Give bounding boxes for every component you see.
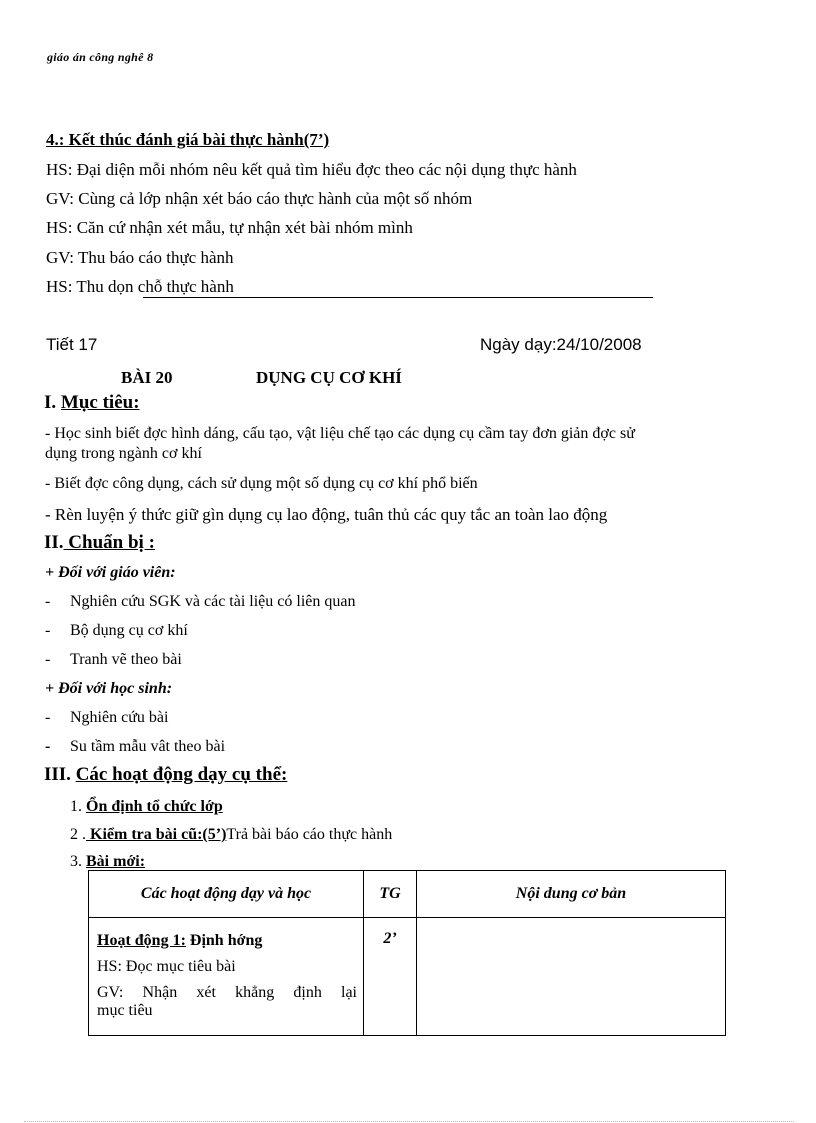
activity-subtitle: Định hớng: [185, 932, 263, 949]
section4-line: GV: Cùng cả lớp nhận xét báo cáo thực hành của một số nhóm: [46, 189, 473, 208]
objectives-heading: [44, 392, 140, 414]
activities-heading: [44, 764, 287, 786]
step-detail: Trả bài báo cáo thực hành: [226, 826, 393, 843]
lesson-period: Tiết 17: [46, 335, 98, 354]
divider-line: [143, 297, 653, 298]
objective-item: - Học sinh biết đợc hình dáng, cấu tạo, vật liệu chế tạo các dụng cụ cầm tay đơn giản đợc sử: [45, 425, 635, 442]
step-1: [70, 798, 223, 816]
table-row: [89, 918, 726, 1036]
activity-line: mục tiêu: [97, 1002, 153, 1019]
time-cell: 2’: [364, 918, 417, 1036]
step-2: [70, 826, 392, 844]
header-time: TG: [364, 871, 417, 918]
section4-line: HS: Đại diện mỗi nhóm nêu kết quả tìm hiểu đợc theo các nội dụng thực hành: [46, 160, 577, 179]
activity-heading: [97, 932, 357, 950]
table-header-row: [89, 871, 726, 918]
student-item: Nghiên cứu bài: [70, 709, 169, 726]
step-title: Ổn định tổ chức lớp: [86, 798, 223, 815]
section4-title: 4.: Kết thúc đánh giá bài thực hành(7’): [46, 130, 330, 149]
lesson-title: DỤNG CỤ CƠ KHÍ: [256, 368, 402, 387]
activity-cell: [89, 918, 364, 1036]
activities-heading-text: Các hoạt động dạy cụ thể:: [75, 764, 288, 785]
step-number: 1.: [70, 798, 82, 815]
objective-item: - Biết đợc công dụng, cách sử dụng một số dụng cụ cơ khí phổ biến: [45, 475, 478, 492]
objective-item: dụng trong ngành cơ khí: [45, 445, 202, 462]
teacher-item: Nghiên cứu SGK và các tài liệu có liên quan: [70, 593, 356, 610]
lesson-activity-table: [88, 870, 726, 1036]
list-dash: -: [45, 709, 51, 726]
section4-line: HS: Thu dọn chỗ thực hành: [46, 277, 234, 296]
lesson-number: BÀI 20: [121, 368, 173, 387]
student-item: Su tầm mẫu vât theo bài: [70, 738, 226, 755]
list-dash: -: [45, 651, 51, 668]
preparation-heading-text: Chuẩn bị :: [63, 532, 155, 553]
objectives-heading-text: Mục tiêu:: [60, 392, 140, 413]
header-content: Nội dung cơ bản: [417, 871, 726, 918]
section4-line: HS: Căn cứ nhận xét mẫu, tự nhận xét bài nhóm mình: [46, 218, 413, 237]
objective-item: - Rèn luyện ý thức giữ gìn dụng cụ lao động, tuân thủ các quy tắc an toàn lao động: [45, 505, 608, 524]
document-header: giáo án công nghê 8: [47, 50, 154, 64]
section4-line: GV: Thu báo cáo thực hành: [46, 248, 234, 267]
step-3: [70, 853, 145, 871]
activity-title: Hoạt động 1:: [97, 932, 186, 949]
step-number: 3.: [70, 853, 82, 870]
activity-line: GV: Nhận xét khẳng định lại: [97, 984, 357, 1001]
list-dash: -: [45, 593, 51, 610]
lesson-date: Ngày dạy:24/10/2008: [480, 335, 642, 354]
page-bottom-border: [24, 1121, 794, 1122]
activity-line: HS: Đọc mục tiêu bài: [97, 958, 236, 975]
teacher-item: Bộ dụng cụ cơ khí: [70, 622, 188, 639]
step-title: Kiểm tra bài cũ:(5’): [86, 826, 227, 843]
content-cell: [417, 918, 726, 1036]
step-title: Bài mới:: [86, 853, 146, 870]
list-dash: -: [45, 738, 51, 755]
objectives-heading-num: I.: [44, 392, 57, 413]
student-label: + Đối với học sinh:: [45, 680, 173, 697]
teacher-label: + Đối với giáo viên:: [45, 564, 176, 581]
step-number: 2 .: [70, 826, 86, 843]
list-dash: -: [45, 622, 51, 639]
activities-heading-num: III.: [44, 764, 71, 785]
header-activities: Các hoạt động dạy và học: [89, 871, 364, 918]
preparation-heading-num: II.: [44, 532, 64, 553]
preparation-heading: [44, 532, 155, 554]
teacher-item: Tranh vẽ theo bài: [70, 651, 182, 668]
